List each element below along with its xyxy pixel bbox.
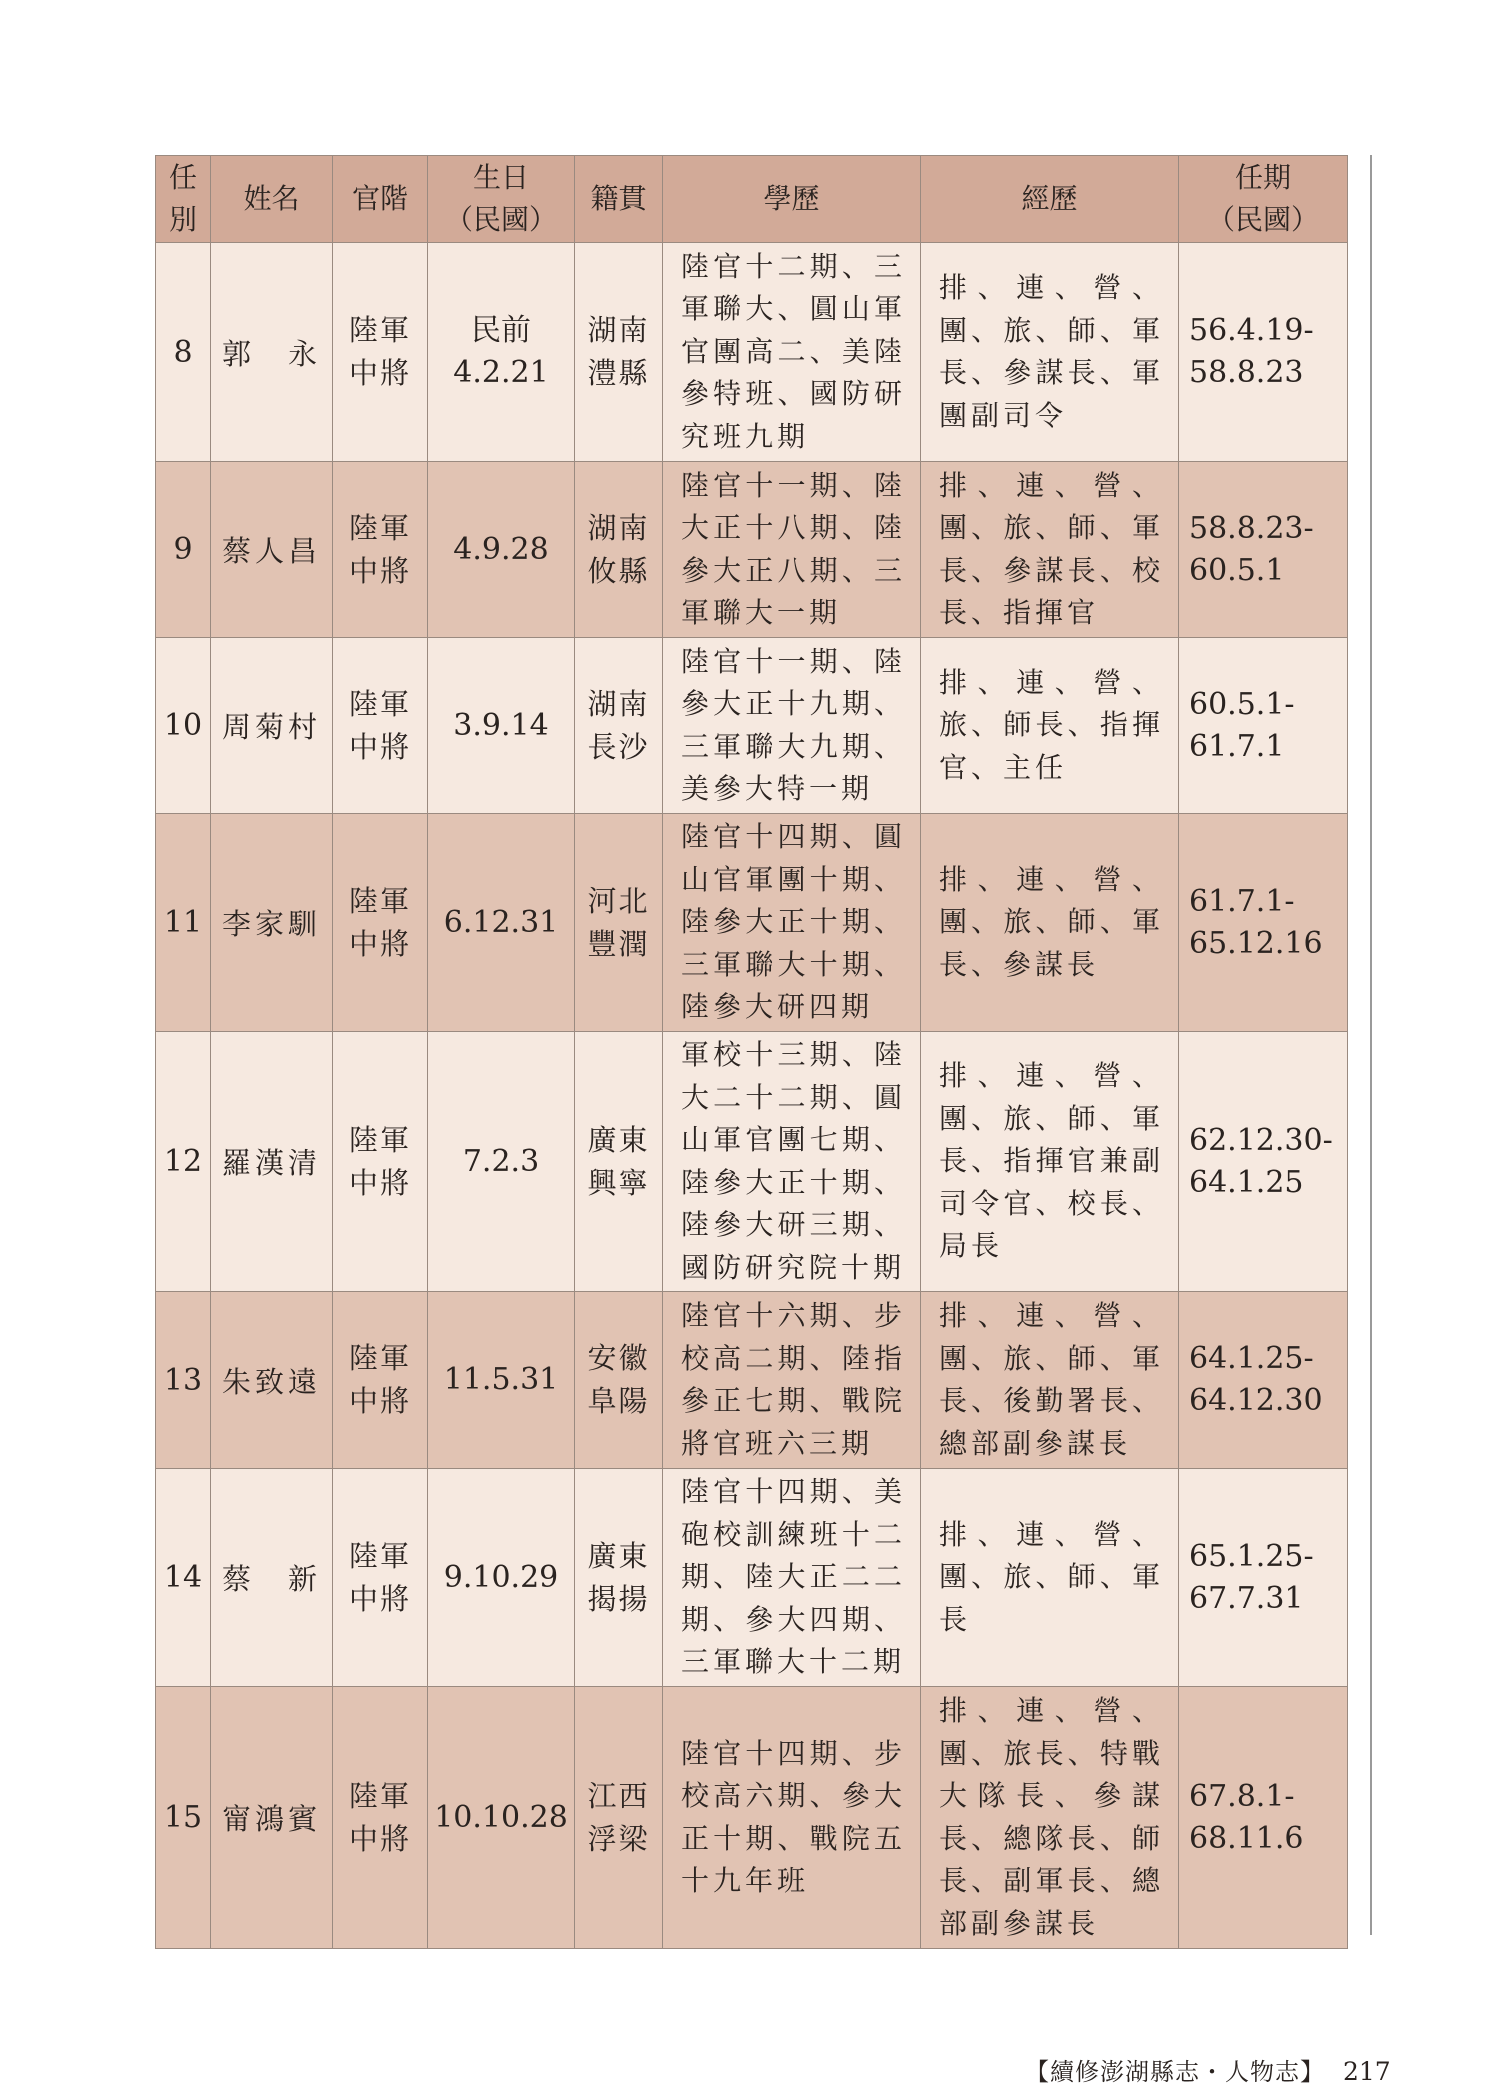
cell-education: 陸官十四期、圓山官軍團十期、陸參大正十期、三軍聯大十期、陸參大研四期 — [663, 814, 921, 1032]
table-row — [156, 1032, 1348, 1292]
cell-origin: 湖南 長沙 — [575, 638, 663, 814]
cell-origin: 江西 浮梁 — [575, 1687, 663, 1949]
cell-education: 陸官十六期、步校高二期、陸指參正七期、戰院將官班六三期 — [663, 1292, 921, 1469]
header-row — [156, 156, 1348, 243]
table-row — [156, 638, 1348, 814]
table-row — [156, 814, 1348, 1032]
cell-experience: 排、連、營、團、旅長、特戰大隊長、參謀長、總隊長、師長、副軍長、總部副參謀長 — [921, 1687, 1179, 1949]
running-title: 【續修澎湖縣志・人物志】 — [1025, 2058, 1325, 2086]
cell-name: 朱致遠 — [211, 1292, 333, 1469]
cell-rank: 陸軍 中將 — [333, 243, 428, 462]
cell-experience: 排、連、營、團、旅、師、軍長、指揮官兼副司令官、校長、局長 — [921, 1032, 1179, 1292]
cell-term-number: 14 — [156, 1469, 211, 1687]
cell-tenure: 61.7.1- 65.12.16 — [1179, 814, 1348, 1032]
cell-term-number: 11 — [156, 814, 211, 1032]
cell-birthday: 3.9.14 — [428, 638, 575, 814]
table-row — [156, 1687, 1348, 1949]
table-body — [156, 243, 1348, 1949]
cell-education: 陸官十一期、陸大正十八期、陸參大正八期、三軍聯大一期 — [663, 462, 921, 638]
table-row — [156, 1292, 1348, 1469]
cell-rank: 陸軍 中將 — [333, 1292, 428, 1469]
page-margin-line — [1370, 155, 1372, 1935]
cell-birthday: 10.10.28 — [428, 1687, 575, 1949]
header-tenure: 任期 （民國） — [1179, 156, 1348, 243]
cell-experience: 排、連、營、旅、師長、指揮官、主任 — [921, 638, 1179, 814]
cell-experience: 排、連、營、團、旅、師、軍長 — [921, 1469, 1179, 1687]
header-origin: 籍貫 — [575, 156, 663, 243]
commander-roster-table — [155, 155, 1348, 1949]
cell-rank: 陸軍 中將 — [333, 638, 428, 814]
cell-tenure: 58.8.23- 60.5.1 — [1179, 462, 1348, 638]
table-row — [156, 1469, 1348, 1687]
header-birthday: 生日 （民國） — [428, 156, 575, 243]
page-footer — [1025, 2052, 1391, 2087]
cell-term-number: 15 — [156, 1687, 211, 1949]
cell-origin: 廣東 興寧 — [575, 1032, 663, 1292]
cell-rank: 陸軍 中將 — [333, 462, 428, 638]
cell-tenure: 64.1.25- 64.12.30 — [1179, 1292, 1348, 1469]
cell-name: 郭 永 — [211, 243, 333, 462]
cell-tenure: 67.8.1- 68.11.6 — [1179, 1687, 1348, 1949]
cell-term-number: 13 — [156, 1292, 211, 1469]
cell-name: 甯鴻賓 — [211, 1687, 333, 1949]
cell-rank: 陸軍 中將 — [333, 1469, 428, 1687]
cell-term-number: 8 — [156, 243, 211, 462]
cell-name: 蔡 新 — [211, 1469, 333, 1687]
cell-education: 陸官十一期、陸參大正十九期、三軍聯大九期、美參大特一期 — [663, 638, 921, 814]
cell-rank: 陸軍 中將 — [333, 1687, 428, 1949]
cell-birthday: 民前 4.2.21 — [428, 243, 575, 462]
cell-rank: 陸軍 中將 — [333, 814, 428, 1032]
cell-term-number: 12 — [156, 1032, 211, 1292]
header-rank: 官階 — [333, 156, 428, 243]
table-row — [156, 243, 1348, 462]
header-experience: 經歷 — [921, 156, 1179, 243]
cell-experience: 排、連、營、團、旅、師、軍長、參謀長、軍團副司令 — [921, 243, 1179, 462]
cell-tenure: 56.4.19- 58.8.23 — [1179, 243, 1348, 462]
cell-birthday: 7.2.3 — [428, 1032, 575, 1292]
cell-name: 羅漢清 — [211, 1032, 333, 1292]
cell-origin: 湖南 攸縣 — [575, 462, 663, 638]
cell-rank: 陸軍 中將 — [333, 1032, 428, 1292]
header-term-number: 任 別 — [156, 156, 211, 243]
cell-birthday: 6.12.31 — [428, 814, 575, 1032]
page-number: 217 — [1343, 2057, 1391, 2086]
cell-birthday: 9.10.29 — [428, 1469, 575, 1687]
cell-tenure: 62.12.30- 64.1.25 — [1179, 1032, 1348, 1292]
cell-term-number: 10 — [156, 638, 211, 814]
cell-birthday: 11.5.31 — [428, 1292, 575, 1469]
cell-education: 陸官十四期、美砲校訓練班十二期、陸大正二二期、參大四期、三軍聯大十二期 — [663, 1469, 921, 1687]
cell-name: 周菊村 — [211, 638, 333, 814]
table-row — [156, 462, 1348, 638]
cell-experience: 排、連、營、團、旅、師、軍長、參謀長、校長、指揮官 — [921, 462, 1179, 638]
cell-origin: 湖南 澧縣 — [575, 243, 663, 462]
cell-education: 軍校十三期、陸大二十二期、圓山軍官團七期、陸參大正十期、陸參大研三期、國防研究院十期 — [663, 1032, 921, 1292]
cell-tenure: 60.5.1- 61.7.1 — [1179, 638, 1348, 814]
header-name: 姓名 — [211, 156, 333, 243]
table-header — [156, 156, 1348, 243]
cell-name: 蔡人昌 — [211, 462, 333, 638]
cell-origin: 廣東 揭揚 — [575, 1469, 663, 1687]
cell-name: 李家馴 — [211, 814, 333, 1032]
cell-education: 陸官十四期、步校高六期、參大正十期、戰院五十九年班 — [663, 1687, 921, 1949]
cell-birthday: 4.9.28 — [428, 462, 575, 638]
cell-tenure: 65.1.25- 67.7.31 — [1179, 1469, 1348, 1687]
cell-experience: 排、連、營、團、旅、師、軍長、參謀長 — [921, 814, 1179, 1032]
header-education: 學歷 — [663, 156, 921, 243]
cell-education: 陸官十二期、三軍聯大、圓山軍官團高二、美陸參特班、國防研究班九期 — [663, 243, 921, 462]
cell-origin: 安徽 阜陽 — [575, 1292, 663, 1469]
cell-experience: 排、連、營、團、旅、師、軍長、後勤署長、總部副參謀長 — [921, 1292, 1179, 1469]
cell-origin: 河北 豐潤 — [575, 814, 663, 1032]
cell-term-number: 9 — [156, 462, 211, 638]
